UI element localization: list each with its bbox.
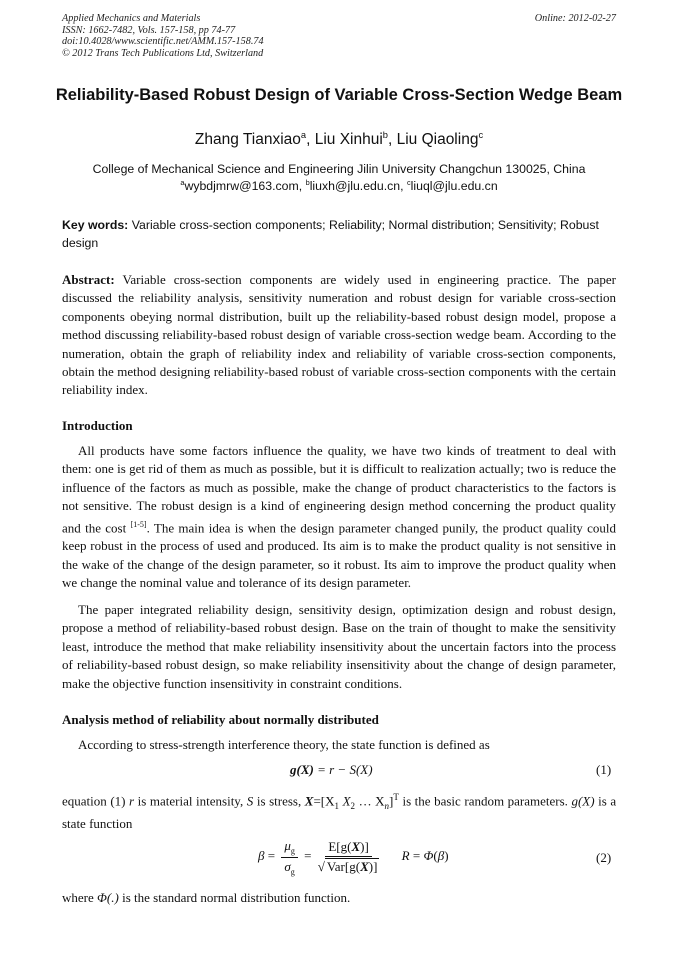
eq1-lhs: g(X) [290,762,314,777]
online-date: Online: 2012-02-27 [534,13,616,24]
text: ] [389,793,394,809]
text: is stress, [256,793,302,809]
keywords-text: Variable cross-section components; Reliability; Normal distribution; Sensitivity; Robust design [62,218,599,250]
text: is the basic random parameters. [402,793,568,809]
equation-1 [290,762,373,778]
text: is material intensity, [137,793,244,809]
author-mark: b [382,130,388,140]
author-mark: c [478,130,484,140]
email-link[interactable]: liuxh@jlu.edu.cn [309,179,401,194]
issn-line: ISSN: 1662-7482, Vols. 157-158, pp 74-77 [62,24,236,36]
analysis-paragraph: According to stress-strength interference theory, the state function is defined as [78,737,490,752]
intro-p1-text-cont: . The main idea is when the design parameter changed punily, the product quality could keep robust in the process of used and produced. Its aim is to make the product quality is not sensitive in the wake of the change of the design parameter, so it robust. Its aim to improve the product quality when we change the nominal value and tolerance of its design parameter. [62,519,617,591]
eq1-rhs: = r − S(X) [317,762,373,777]
var-x: X [304,793,314,809]
journal-name: Applied Mechanics and Materials [62,13,201,24]
var-s: S [246,793,254,809]
email-link[interactable]: wybdjmrw@163.com [184,179,299,194]
email-mark: a [180,178,185,187]
section-heading-introduction: Introduction [62,418,133,433]
where-paragraph [62,889,616,907]
equation-1-number: (1) [596,762,612,777]
author-list: Zhang Tianxiao$^a$, Liu Xinhui$^b$, Liu Qiaoling$^c$ [194,130,484,149]
var-x2: X [342,793,351,809]
text: is a state function [62,793,617,832]
intro-p1-text: All products have some factors influence the quality, we have two kinds of treatment to deal with them: one is get rid of them as much as possible, but it is difficult to realization actually; two is reduce the influence of the factors as much as possible, make the change of product characteristics to the factors is not sensitive. The robust design is a kind of engineering design method concerning the product quality and the cost [62,443,616,535]
keywords-label: Key words: [62,218,129,232]
journal-header [62,13,616,59]
text: is the standard normal distribution function. [122,890,351,905]
affiliation: College of Mechanical Science and Engineering Jilin University Changchun 130025, China [92,162,586,176]
copyright-line: © 2012 Trans Tech Publications Ltd, Switzerland [62,47,264,59]
email-list: $^a$wybdjmrw@163.com, $^b$liuxh@jlu.edu.cn, $^c$liuql@jlu.edu.cn [180,178,498,194]
equation-2-number: (2) [596,850,612,865]
equation-2: β = $\frac{\mu_g}{\sigma_g}$ = $\frac{E[g(X)]}{\text{√ Var[g(X)]}}$ R = Φ(β) [258,838,449,877]
doi-line: doi:10.4028/www.scientific.net/AMM.157-158.74 [62,36,264,47]
var-gx: g(X) [571,793,595,809]
author-mark: a [300,130,307,140]
var-r: r [129,793,135,809]
email-link[interactable]: liuql@jlu.edu.cn [410,179,498,194]
abstract-label: Abstract: [62,272,115,287]
section-heading-analysis: Analysis method of reliability about normally distributed [62,712,379,727]
text: equation (1) [62,793,126,809]
email-mark: c [406,178,411,187]
text: … X [358,793,385,809]
email-mark: b [305,178,310,187]
paper-title: Reliability-Based Robust Design of Variable Cross-Section Wedge Beam [55,86,623,104]
abstract-text: Variable cross-section components are widely used in engineering practice. The paper discussed the reliability analysis, sensitivity numeration and robust design for variable cross-section components obeying normal distribution, built up the reliability-based robust design model, propose a method discussing reliability-based robust design of variable cross-section wedge beam. According to the numeration, obtain the graph of reliability index and reliability of variable cross-section components, obtain the method designing reliability-based robust of variable cross-section components with the certain reliability index. [62,272,616,398]
author-name: Liu Qiaoling [396,131,479,149]
var-phi: Φ(.) [97,890,119,905]
abstract [62,271,616,400]
text: where [62,890,94,905]
author-name: Zhang Tianxiao [194,131,301,149]
author-name: Liu Xinhui [314,131,383,149]
citation-ref: [1-5] [130,519,147,529]
intro-paragraph-1 [62,442,616,593]
text: =[X [313,793,335,809]
keywords [62,216,616,252]
after-eq1-paragraph: equation (1) r is material intensity, S is stress, $X=[X_1$ $X_2$ … $X_n]^T$ is the basic random parameters. g(X) is a state function [62,792,617,832]
intro-paragraph-2: The paper integrated reliability design, sensitivity design, optimization design and robust design, propose a method of reliability-based robust design. Base on the train of thought to make the sensitivity least, introduce the method that make reliability insensitivity about the uncertain factors into the process of reliability-based robust design, so make reliability insensitivity about the change of design parameter, make the objective function insensitivity in constraint conditions. [62,602,616,691]
